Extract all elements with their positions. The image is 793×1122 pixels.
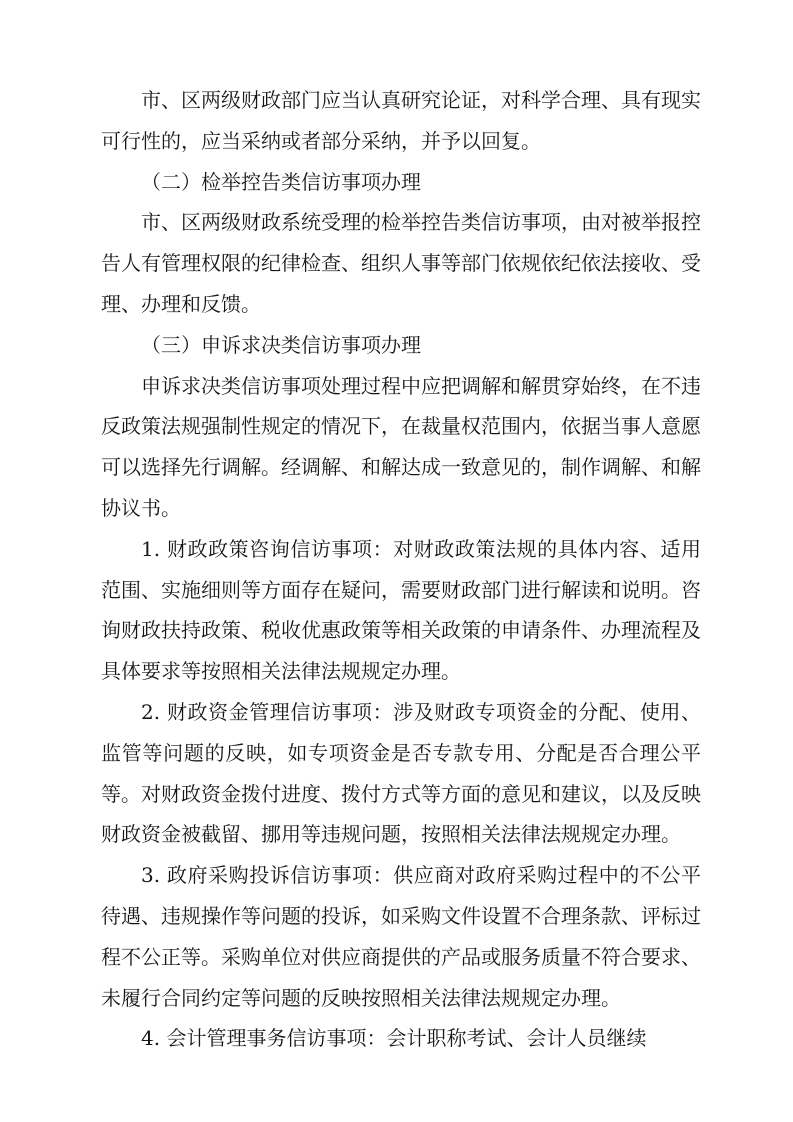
section-heading-accusation: （二）检举控告类信访事项办理 [141, 169, 421, 194]
paragraph-accusation-handling: 市、区两级财政系统受理的检举控告类信访事项，由对被举报控告人有管理权限的纪律检查、组织人事等部门依规依纪依法接收、受理、办理和反馈。 [101, 210, 701, 316]
list-item-fund-management: 2. 财政资金管理信访事项：涉及财政专项资金的分配、使用、监管等问题的反映，如专项资金是否专款专用、分配是否合理公平等。对财政资金拨付进度、拨付方式等方面的意见和建议，以及反映财政资金被截留、挪用等违规问题，按照相关法律法规规定办理。 [101, 699, 701, 847]
paragraph-appeal-mediation: 申诉求决类信访事项处理过程中应把调解和解贯穿始终，在不违反政策法规强制性规定的情况下，在裁量权范围内，依据当事人意愿可以选择先行调解。经调解、和解达成一致意见的，制作调解、和解协议书。 [101, 373, 701, 520]
section-heading-appeal: （三）申诉求决类信访事项办理 [141, 332, 421, 357]
list-item-policy-consultation: 1. 财政政策咨询信访事项：对财政政策法规的具体内容、适用范围、实施细则等方面存在疑问，需要财政部门进行解读和说明。咨询财政扶持政策、税收优惠政策等相关政策的申请条件、办理流程及具体要求等按照相关法律法规规定办理。 [101, 536, 701, 684]
list-item-procurement-complaint: 3. 政府采购投诉信访事项：供应商对政府采购过程中的不公平待遇、违规操作等问题的投诉，如采购文件设置不合理条款、评标过程不公正等。采购单位对供应商提供的产品或服务质量不符合要求、未履行合同约定等问题的反映按照相关法律法规规定办理。 [101, 863, 701, 1010]
document-body [101, 80, 701, 1059]
paragraph-adoption-reply: 市、区两级财政部门应当认真研究论证，对科学合理、具有现实可行性的，应当采纳或者部分采纳，并予以回复。 [101, 88, 701, 153]
list-item-accounting-affairs: 4. 会计管理事务信访事项：会计职称考试、会计人员继续 [141, 1026, 647, 1051]
